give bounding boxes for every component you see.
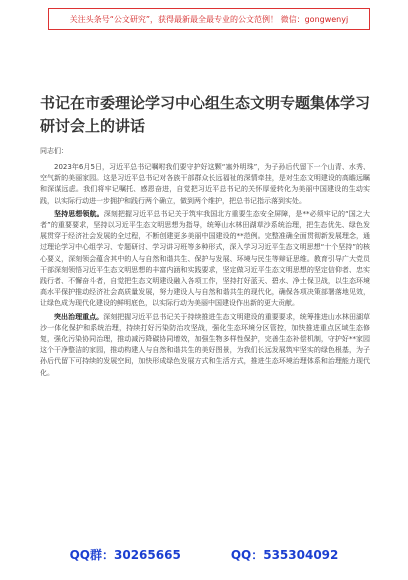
- contact-footer: [0, 546, 408, 563]
- qq-number: QQ：535304092: [230, 548, 339, 562]
- paragraph-text: 2023年6月5日，习近平总书记嘱咐我们要守护好这颗“塞外明珠”，为子孙后代留下一个山青、水秀、空气新的美丽家园。这是习近平总书记对各族干部群众长远福祉的深情牵挂，是对生态文明建设的高瞻远瞩和深谋远虑。我们将牢记嘱托、感恩奋进，自觉把习近平总书记的关怀厚爱转化为美丽中国建设的生动实践，以实际行动进一步拥护和践行两个确立，做到两个维护，把总书记指示落到实处。: [40, 163, 370, 205]
- paragraph-text: 深刻把握习近平总书记关于持续推进生态文明建设的重要要求，统筹推进山水林田湖草沙一体化保护和系统治理，持续打好污染防治攻坚战，强化生态环境分区管控，加快推进重点区域生态修复，强化污染协同治理，推动减污降碳协同增效，加强生物多样性保护，完善生态补偿机制，守护好**家园这个干净整洁的家园，推动构建人与自然和谐共生的美好图景，为我们长远发展筑牢坚实的绿色根基，为子孙后代留下可持续的发展空间，加快形成绿色发展方式和生活方式，推进生态环境治理体系和治理能力现代化。: [40, 312, 370, 377]
- paragraph-lead: 坚持思想领航。: [54, 209, 104, 218]
- document-title: 书记在市委理论学习中心组生态文明专题集体学习研讨会上的讲话: [40, 94, 371, 135]
- paragraph-1: [40, 162, 370, 207]
- paragraph-2: [40, 209, 370, 310]
- promo-banner: 关注头条号“公文研究”，获得最新最全最专业的公文范例！ 微信：gongwenyj: [48, 8, 370, 30]
- paragraph-lead: 突出治理重点。: [54, 312, 104, 321]
- salutation: 同志们：: [40, 147, 68, 155]
- qq-group-number: QQ群：30265665: [69, 548, 181, 562]
- paragraph-3: [40, 312, 370, 379]
- document-body: [40, 162, 370, 542]
- paragraph-text: 深刻把握习近平总书记关于筑牢我国北方重要生态安全屏障，是**必须牢记的“国之大者”的重要要求，坚持以习近平生态文明思想为指导，统筹山水林田湖草沙系统治理，把生态优先、绿色发展贯穿于经济社会发展的全过程，不断创建更多美丽中国建设的**范例。完整准确全面贯彻新发展理念，通过理论学习中心组学习、专题研讨、学习讲习班等多种形式，深入学习习近平生态文明思想“十个坚持”的核心要义，深刻领会蕴含其中的人与自然和谐共生、保护与发展、环境与民生等辩证思维。教育引导广大党员干部深刻领悟习近平生态文明思想的丰富内涵和实践要求，坚定做习近平生态文明思想的坚定信仰者、忠实践行者、不懈奋斗者，自觉把生态文明建设融入各项工作，坚持打好蓝天、碧水、净土保卫战，以生态环境高水平保护推动经济社会高质量发展，努力建设人与自然和谐共生的现代化，确保各项决策部署落地见效，让绿色成为现代化建设的鲜明底色，以实际行动为美丽中国建设作出新的更大贡献。: [40, 209, 370, 308]
